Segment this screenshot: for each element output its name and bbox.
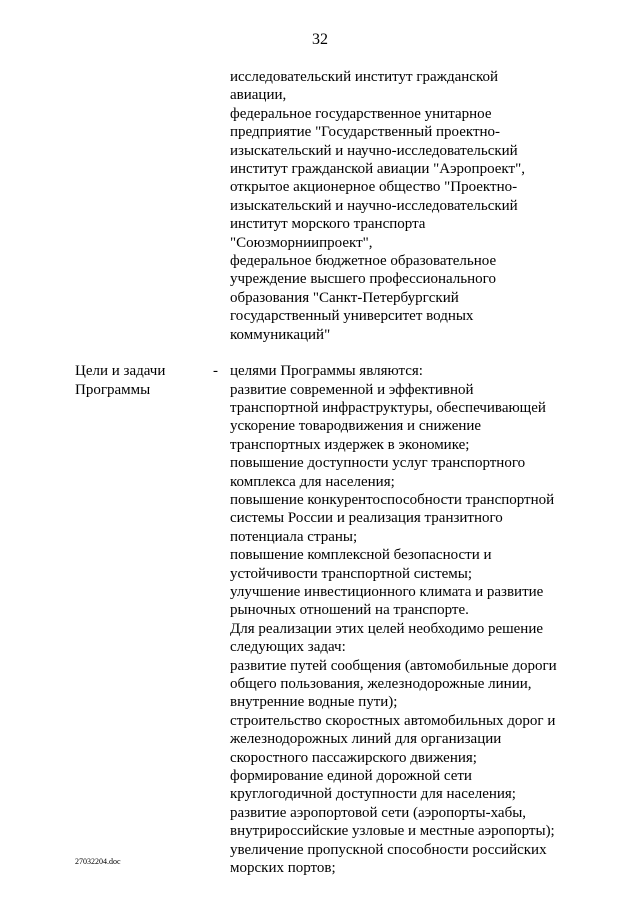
document-file-code: 27032204.doc — [75, 857, 121, 866]
text-line: внутрироссийские узловые и местные аэропорты); — [230, 823, 555, 840]
text-line: внутренние водные пути); — [230, 694, 398, 711]
text-line: институт гражданской авиации "Аэропроект", — [230, 161, 525, 178]
goals-label — [75, 362, 195, 399]
text-line: потенциала страны; — [230, 528, 358, 545]
text-line: учреждение высшего профессионального — [230, 271, 496, 288]
text-line: развитие путей сообщения (автомобильные дороги — [230, 657, 557, 674]
executors-continued-text — [230, 68, 570, 344]
text-line: развитие аэропортовой сети (аэропорты-хабы, — [230, 804, 527, 821]
text-line: круглогодичной доступности для населения; — [230, 786, 516, 803]
text-line: улучшение инвестиционного климата и развитие — [230, 583, 544, 600]
document-body — [0, 68, 640, 877]
text-line: скоростного пассажирского движения; — [230, 749, 477, 766]
text-line: следующих задач: — [230, 639, 346, 656]
text-line: открытое акционерное общество "Проектно- — [230, 179, 518, 196]
text-line: системы России и реализация транзитного — [230, 510, 503, 527]
text-line: Для реализации этих целей необходимо решение — [230, 620, 544, 637]
text-line: морских портов; — [230, 860, 336, 877]
text-line: железнодорожных линий для организации — [230, 731, 502, 748]
page-number: 32 — [312, 31, 328, 48]
goals-text — [230, 362, 570, 877]
text-line: развитие современной и эффективной — [230, 381, 474, 398]
text-line: строительство скоростных автомобильных дорог и — [230, 712, 556, 729]
goals-row — [0, 362, 640, 877]
text-line: федеральное государственное унитарное — [230, 105, 492, 122]
text-line: повышение доступности услуг транспортного — [230, 455, 526, 472]
text-line: рыночных отношений на транспорте. — [230, 602, 469, 619]
goals-label-line: Цели и задачи — [75, 363, 166, 380]
text-line: ускорение товародвижения и снижение — [230, 418, 482, 435]
text-line: повышение комплексной безопасности и — [230, 547, 492, 564]
text-line: образования "Санкт-Петербургский — [230, 289, 459, 306]
text-line: увеличение пропускной способности российских — [230, 841, 547, 858]
text-line: повышение конкурентоспособности транспортной — [230, 491, 555, 508]
text-line: формирование единой дорожной сети — [230, 768, 472, 785]
text-line: устойчивости транспортной системы; — [230, 565, 473, 582]
text-line: целями Программы являются: — [230, 363, 423, 380]
row-dash: - — [213, 363, 218, 380]
text-line: комплекса для населения; — [230, 473, 395, 490]
text-line: общего пользования, железнодорожные линии, — [230, 676, 532, 692]
text-line: изыскательский и научно-исследовательский — [230, 197, 518, 214]
text-line: государственный университет водных — [230, 308, 474, 325]
text-line: авиации, — [230, 87, 287, 104]
text-line: институт морского транспорта — [230, 216, 426, 233]
goals-label-line: Программы — [75, 381, 151, 398]
text-line: транспортной инфраструктуры, обеспечивающей — [230, 399, 546, 416]
text-line: федеральное бюджетное образовательное — [230, 253, 497, 270]
text-line: изыскательский и научно-исследовательский — [230, 142, 518, 159]
text-line: предприятие "Государственный проектно- — [230, 124, 501, 141]
text-line: коммуникаций" — [230, 326, 331, 343]
text-line: транспортных издержек в экономике; — [230, 436, 470, 453]
text-line: исследовательский институт гражданской — [230, 69, 499, 85]
text-line: "Союзморниипроект", — [230, 234, 373, 251]
executors-continued-row — [0, 68, 640, 344]
